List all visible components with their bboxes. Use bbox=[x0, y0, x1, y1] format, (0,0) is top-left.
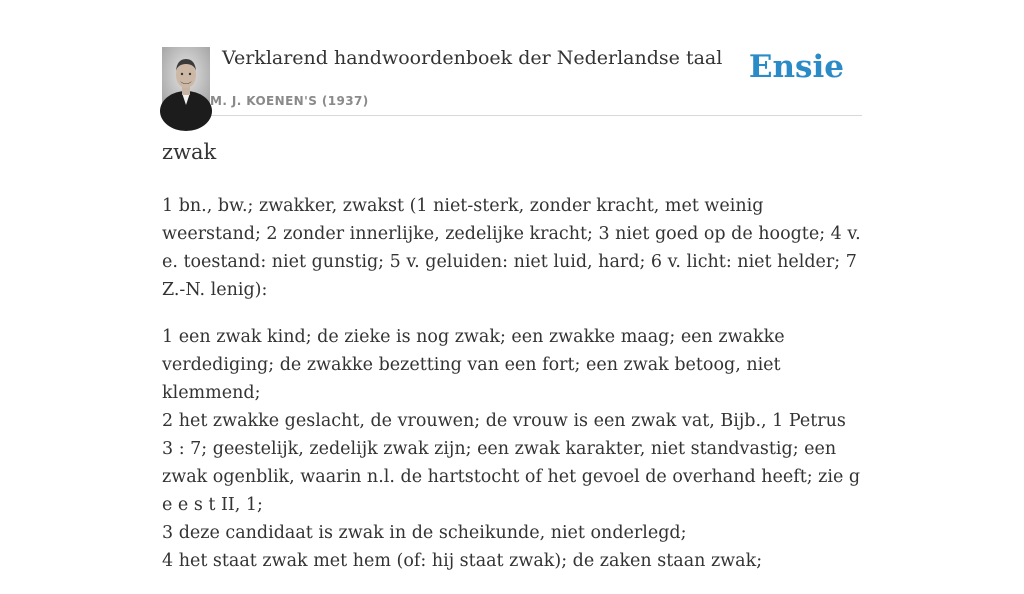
ensie-logo[interactable]: Ensie bbox=[748, 49, 844, 85]
entry-definition: 1 bn., bw.; zwakker, zwakst (1 niet-sterk, zonder kracht, met weinig weerstand; 2 zonder innerlijke, zedelijke kracht; 3 niet goed op de hoogte; 4 v. e. toestand: niet gunstig; 5 v. geluiden: niet luid, hard; 6 v. licht: niet helder; 7 Z.-N. lenig): bbox=[162, 196, 861, 300]
entry-senses bbox=[162, 323, 862, 575]
dictionary-title: Verklarend handwoordenboek der Nederlandse taal bbox=[222, 47, 723, 69]
entry-body bbox=[162, 192, 862, 594]
sense-3: 3 deze candidaat is zwak in de scheikunde, niet onderlegd; bbox=[162, 523, 687, 543]
entry-headword: zwak bbox=[162, 140, 217, 164]
sense-1: 1 een zwak kind; de zieke is nog zwak; een zwakke maag; een zwakke verdediging; de zwakke bezetting van een fort; een zwak betoog, niet klemmend; bbox=[162, 327, 785, 403]
dictionary-author: M. J. KOENEN'S (1937) bbox=[210, 94, 369, 108]
sense-4: 4 het staat zwak met hem (of: hij staat zwak); de zaken staan zwak; bbox=[162, 551, 763, 571]
dictionary-header bbox=[162, 45, 862, 116]
author-portrait-icon bbox=[162, 47, 210, 115]
sense-2: 2 het zwakke geslacht, de vrouwen; de vrouw is een zwak vat, Bijb., 1 Petrus 3 : 7; geestelijk, zedelijk zwak zijn; een zwak karakter, niet standvastig; een zwak ogenblik, waarin n.l. de hartstocht of het gevoel de overhand heeft; zie g e e s t II, 1; bbox=[162, 411, 861, 515]
